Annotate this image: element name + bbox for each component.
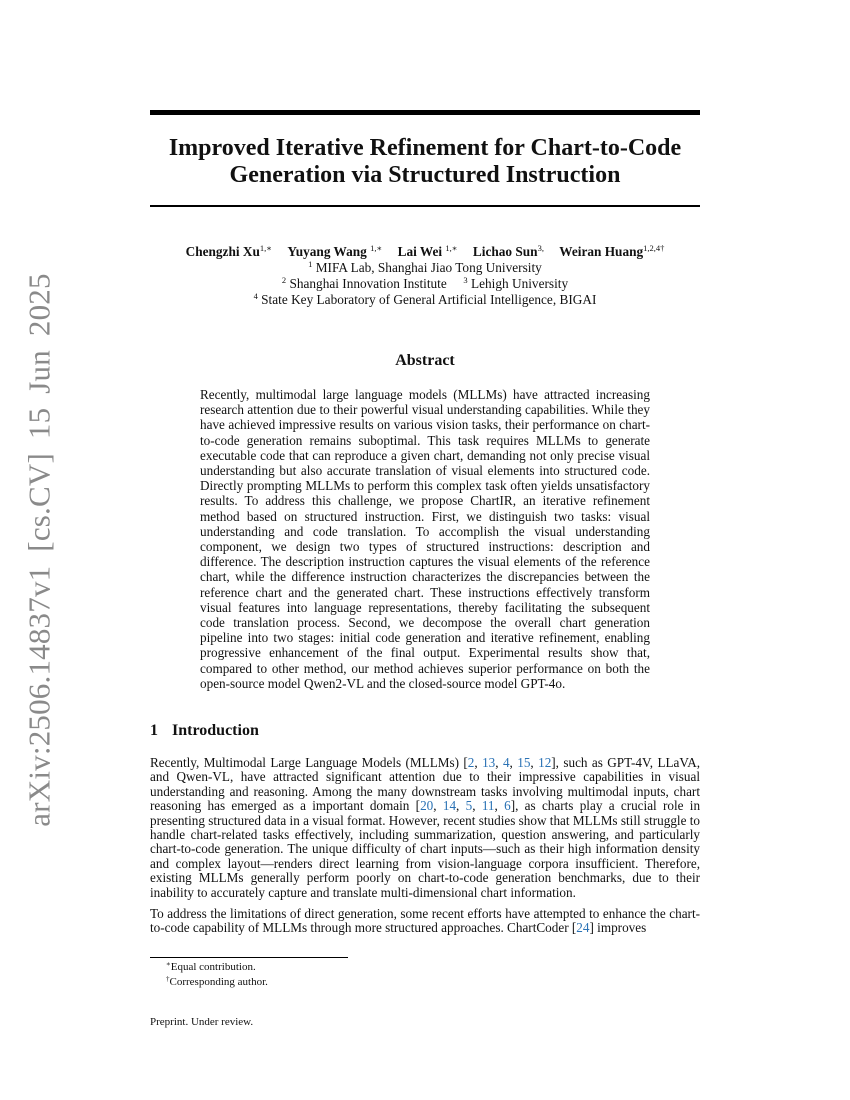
- author-name: Lichao Sun: [472, 244, 538, 259]
- affiliation: [150, 260, 700, 276]
- affiliation: [150, 276, 700, 292]
- author-affil-mark: 1,∗: [370, 243, 383, 253]
- paper-title: Improved Iterative Refinement for Chart-to-Code Generation via Structured Instruction: [168, 135, 682, 188]
- introduction-body: [150, 756, 700, 943]
- citation-link[interactable]: 2: [467, 755, 475, 770]
- author-name: Chengzhi Xu: [185, 244, 260, 259]
- author: [398, 244, 458, 259]
- arxiv-identifier-stamp: [20, 273, 60, 827]
- citation-link[interactable]: 20: [420, 798, 434, 814]
- footnote-text: Equal contribution.: [170, 961, 256, 973]
- footnotes: [166, 960, 268, 990]
- affiliation-mark: 3: [463, 275, 468, 285]
- citation-link[interactable]: 13: [482, 755, 496, 770]
- author: [473, 244, 544, 259]
- citation-link[interactable]: 11: [481, 798, 495, 814]
- affiliation-text: MIFA Lab, Shanghai Jiao Tong University: [315, 260, 542, 275]
- author-affil-mark: 3,: [537, 243, 544, 253]
- paragraph-text: ] improves: [589, 920, 647, 936]
- affiliation-mark: 1: [308, 259, 313, 269]
- author: [559, 244, 664, 259]
- footnote-mark: ∗: [166, 960, 171, 968]
- section-title: Introduction: [172, 722, 259, 739]
- footnote: [166, 975, 268, 990]
- author-list: [150, 244, 700, 260]
- citation-link[interactable]: 6: [504, 798, 511, 814]
- citation-link[interactable]: 4: [502, 755, 510, 770]
- affiliation: [150, 292, 700, 308]
- affiliation-text: Shanghai Innovation Institute: [289, 276, 447, 291]
- author-affil-mark: 1,2,4†: [643, 243, 665, 253]
- paragraph-text: ], such as GPT-4V, LLaVA, and Qwen-VL, have attracted significant attention due to their impressive capabilities in visual understanding and reasoning. Among the many downstream tasks involving multimodal inputs, chart reasoning has emerged as a important domain [: [150, 755, 701, 814]
- affiliation-mark: 2: [281, 275, 287, 285]
- paragraph: Recently, Multimodal Large Language Models (MLLMs) [2, 13, 4, 15, 12], such as GPT-4V, LLaVA, and Qwen-VL, have attracted significant attention due to their impressive capabilities in visual understanding and reasoning. Among the many downstream tasks involving multimodal inputs, chart reasoning has emerged as a important domain [20, 14, 5, 11, 6], as charts play a crucial role in presenting structured data in a visual format. However, recent studies show that MLLMs still struggle to handle chart-related tasks effectively, including summarization, question answering, and particularly chart-to-code generation. The unique difficulty of chart inputs—such as their high information density and complex layout—renders direct learning from vision-language corpora insufficient. Therefore, existing MLLMs generally perform poorly on chart-to-code generation benchmarks, due to their inability to accurately capture and translate multi-dimensional chart information.: [150, 755, 701, 900]
- author-affil-mark: 1,∗: [445, 243, 458, 253]
- citation-link[interactable]: 5: [465, 798, 473, 814]
- author-name: Weiran Huang: [559, 244, 644, 259]
- paragraph-text: Recently, Multimodal Large Language Models (MLLMs) [: [150, 755, 468, 770]
- footnote-mark: †: [166, 975, 170, 983]
- footnote: [166, 960, 268, 975]
- author-name: Yuyang Wang: [287, 244, 367, 259]
- citation-link[interactable]: 15: [517, 755, 531, 770]
- author-name: Lai Wei: [397, 244, 443, 259]
- author-affil-mark: 1,∗: [259, 243, 273, 253]
- abstract-heading: Abstract: [395, 352, 455, 369]
- title-bottom-rule: [150, 205, 700, 207]
- affiliation-mark: 4: [253, 291, 258, 301]
- author: [186, 244, 272, 259]
- affiliation-text: Lehigh University: [470, 276, 569, 291]
- citation-link[interactable]: 24: [576, 920, 590, 936]
- footnote-rule: [150, 957, 348, 958]
- citation-link[interactable]: 12: [538, 755, 552, 770]
- affiliation-text: State Key Laboratory of General Artificial Intelligence, BIGAI: [261, 292, 597, 307]
- paragraph-text: To address the limitations of direct generation, some recent efforts have attempted to enhance the chart-to-code capability of MLLMs through more structured approaches. ChartCoder [: [150, 906, 700, 936]
- section-heading-introduction: [150, 722, 259, 740]
- abstract-text: Recently, multimodal large language models (MLLMs) have attracted increasing research attention due to their powerful visual understanding capabilities. While they have achieved impressive results on various vision tasks, their performance on chart-to-code generation remains suboptimal. This task requires MLLMs to generate executable code that can reproduce a given chart, demanding not only precise visual understanding but also accurate translation of visual elements into structured code. Directly prompting MLLMs to perform this complex task often yields unsatisfactory results. To address this challenge, we propose ChartIR, an iterative refinement method based on structured instruction. First, we distinguish two tasks: visual understanding and code translation. To accomplish the visual understanding component, we design two types of structured instructions: description and difference. The description instruction captures the visual elements of the reference chart, while the difference instruction characterizes the discrepancies between the reference chart and the generated chart. These instructions effectively transform visual features into language representations, thereby facilitating the subsequent code translation process. Second, we decompose the overall chart generation pipeline into two stages: initial code generation and iterative refinement, enabling progressive enhancement of the final output. Experimental results show that, compared to other method, our method achieves superior performance on both the open-source model Qwen2-VL and the closed-source model GPT-4o.: [200, 387, 650, 691]
- footnote-text: Corresponding author.: [169, 976, 268, 988]
- author: [287, 244, 382, 259]
- title-top-rule: [150, 110, 700, 115]
- section-number: 1: [150, 722, 158, 739]
- paragraph: [150, 907, 700, 936]
- preprint-notice: Preprint. Under review.: [150, 1016, 254, 1028]
- citation-link[interactable]: 14: [442, 798, 457, 814]
- arxiv-identifier-text: arXiv:2506.14837v1 [cs.CV] 15 Jun 2025: [22, 273, 57, 827]
- paragraph-text: ], as charts play a crucial role in presenting structured data in a visual format. However, recent studies show that MLLMs still struggle to handle chart-related tasks effectively, including summarization, question answering, and particularly chart-to-code generation. The unique difficulty of chart inputs—such as their high information density and complex layout—renders direct learning from vision-language corpora insufficient. Therefore, existing MLLMs generally perform poorly on chart-to-code generation benchmarks, due to their inability to accurately capture and translate multi-dimensional chart information.: [150, 798, 701, 900]
- author-block: [150, 244, 700, 308]
